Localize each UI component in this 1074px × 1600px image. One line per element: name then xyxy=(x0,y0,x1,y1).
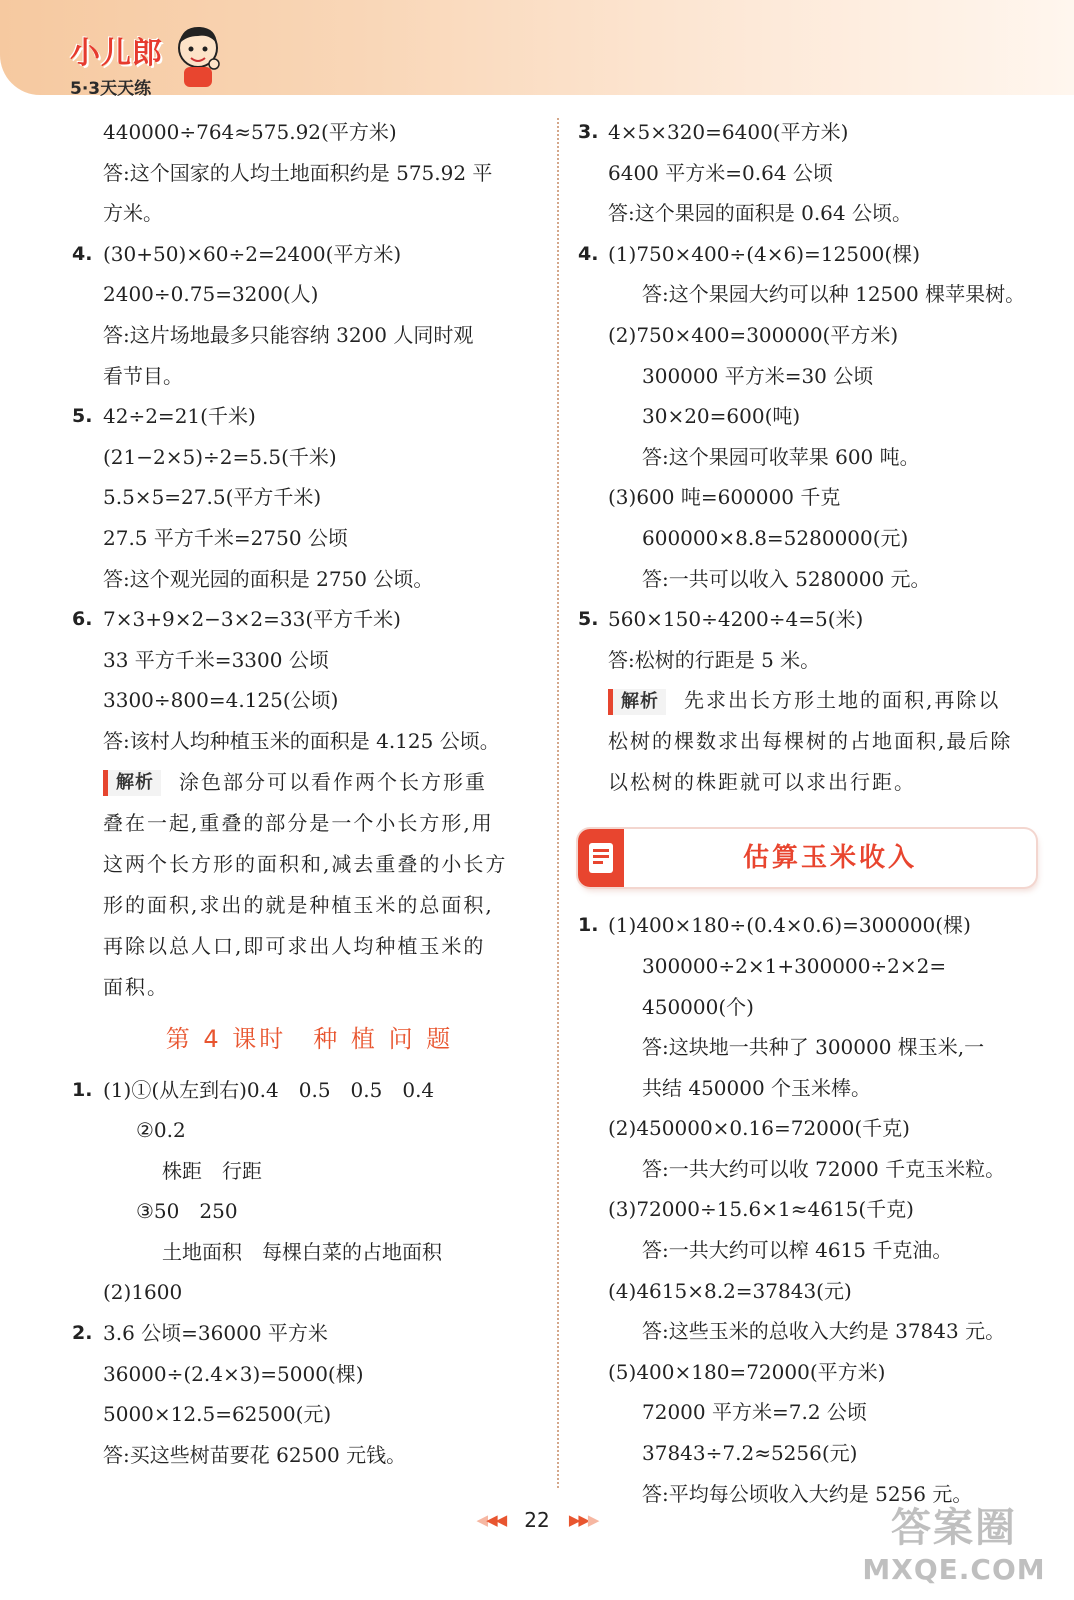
answer-line: 33 平方千米=3300 公顷 xyxy=(103,647,329,672)
brand-title: 小儿郎 xyxy=(70,36,163,71)
analysis-line: 以松树的株距就可以求出行距。 xyxy=(608,770,916,795)
lesson-question-1: 1. (1)①(从左到右)0.4 0.5 0.5 0.4 xyxy=(72,1070,547,1111)
answer-line: 答:这些玉米的总收入大约是 37843 元。 xyxy=(642,1319,1006,1344)
answer-line: 30×20=600(吨) xyxy=(642,404,801,429)
answer-line: (21−2×5)÷2=5.5(千米) xyxy=(103,444,337,469)
answer-line: 72000 平方米=7.2 公顷 xyxy=(642,1400,867,1425)
question-number: 3. xyxy=(578,121,599,143)
answer-line: 方米。 xyxy=(103,201,163,226)
watermark xyxy=(854,1502,1054,1594)
left-column xyxy=(72,112,547,1475)
analysis-line: 再除以总人口,即可求出人均种植玉米的 xyxy=(103,933,486,958)
answer-line: 答:这个观光园的面积是 2750 公顷。 xyxy=(103,566,434,591)
question-3: 3. 4×5×320=6400(平方米) xyxy=(578,112,1048,153)
analysis-line: 叠在一起,重叠的部分是一个小长方形,用 xyxy=(103,810,494,835)
answer-line: (5)400×180=72000(平方米) xyxy=(608,1359,886,1384)
question-5: 5. 560×150÷4200÷4=5(米) xyxy=(578,599,1048,640)
lesson-title: 第 4 课时 种 植 问 题 xyxy=(165,1024,454,1053)
answer-line: 答:松树的行距是 5 米。 xyxy=(608,647,821,672)
question-number: 4. xyxy=(578,242,599,265)
answer-line: 共结 450000 个玉米棒。 xyxy=(642,1075,872,1100)
answer-line: 300000 平方米=30 公顷 xyxy=(642,363,874,388)
question-number: 6. xyxy=(72,608,93,631)
answer-line: 600000×8.8=5280000(元) xyxy=(642,525,909,550)
answer-line: 答:一共大约可以榨 4615 千克油。 xyxy=(642,1238,953,1263)
answer-line: (3)600 吨=600000 千克 xyxy=(608,485,841,510)
answer-line: 答:平均每公顷收入大约是 5256 元。 xyxy=(642,1481,973,1506)
answer-line: 答:这块地一共种了 300000 棵玉米,一 xyxy=(642,1035,985,1060)
analysis-line: 形的面积,求出的就是种植玉米的总面积, xyxy=(103,892,494,917)
answer-line: 6400 平方米=0.64 公顷 xyxy=(608,160,833,185)
banner-question-1: 1. (1)400×180÷(0.4×0.6)=300000(棵) xyxy=(578,905,1048,946)
answer-line: ②0.2 xyxy=(136,1118,186,1143)
answer-line: 3300÷800=4.125(公顷) xyxy=(103,688,339,713)
answer-line: 36000÷(2.4×3)=5000(棵) xyxy=(103,1361,364,1386)
watermark-text: 答案圈 xyxy=(891,1505,1017,1551)
tablet-icon xyxy=(578,829,624,887)
watermark-url: MXQE.COM xyxy=(862,1553,1046,1586)
analysis-line: 这两个长方形的面积和,减去重叠的小长方 xyxy=(103,851,508,876)
banner-title: 估算玉米收入 xyxy=(742,843,917,874)
analysis-tag: 解析 xyxy=(608,689,666,715)
answer-line: (2)1600 xyxy=(103,1280,183,1305)
answer-line: 答:这个国家的人均土地面积约是 575.92 平 xyxy=(103,160,493,185)
mascot-boy-icon xyxy=(170,20,226,90)
analysis-block: 解析 先求出长方形土地的面积,再除以 xyxy=(578,680,1048,721)
analysis-tag: 解析 xyxy=(103,770,161,796)
question-number: 4. xyxy=(72,242,93,265)
lesson-question-2: 2. 3.6 公顷=36000 平方米 xyxy=(72,1313,547,1354)
answer-line: 答:该村人均种植玉米的面积是 4.125 公顷。 xyxy=(103,728,500,753)
question-4: 4. (30+50)×60÷2=2400(平方米) xyxy=(72,234,547,275)
answer-line: 450000(个) xyxy=(642,994,754,1019)
question-number: 1. xyxy=(72,1078,93,1101)
answer-line: 答:这个果园的面积是 0.64 公顷。 xyxy=(608,201,912,226)
answer-line: 答:买这些树苗要花 62500 元钱。 xyxy=(103,1442,407,1467)
answer-line: 土地面积 每棵白菜的占地面积 xyxy=(162,1239,442,1264)
question-number: 1. xyxy=(578,914,599,937)
answer-line: 5.5×5=27.5(平方千米) xyxy=(103,485,322,510)
answer-line: (3)72000÷15.6×1≈4615(千克) xyxy=(608,1197,914,1222)
answer-line: ③50 250 xyxy=(136,1199,238,1224)
question-4: 4. (1)750×400÷(4×6)=12500(棵) xyxy=(578,234,1048,275)
right-column xyxy=(578,112,1048,1514)
answer-line: 答:这片场地最多只能容纳 3200 人同时观 xyxy=(103,322,474,347)
answer-line: 27.5 平方千米=2750 公顷 xyxy=(103,525,348,550)
question-6: 6. 7×3+9×2−3×2=33(平方千米) xyxy=(72,599,547,640)
answer-line: 300000÷2×1+300000÷2×2= xyxy=(642,953,947,978)
answer-line: 440000÷764≈575.92(平方米) xyxy=(103,120,397,144)
answer-line: (4)4615×8.2=37843(元) xyxy=(608,1278,852,1303)
analysis-line: 松树的棵数求出每棵树的占地面积,最后除 xyxy=(608,729,1013,754)
page-number: 22 xyxy=(524,1508,550,1532)
answer-line: 株距 行距 xyxy=(162,1158,262,1183)
answer-line: 37843÷7.2≈5256(元) xyxy=(642,1441,858,1466)
brand-subtitle: 5·3天天练 xyxy=(70,79,152,99)
arrow-left-icon: ◀ xyxy=(476,1511,487,1529)
answer-line: 5000×12.5=62500(元) xyxy=(103,1402,332,1427)
answer-line: 看节目。 xyxy=(103,363,183,388)
answer-line: 答:这个果园大约可以种 12500 棵苹果树。 xyxy=(642,282,1026,307)
column-divider xyxy=(557,118,559,1488)
answer-line: 答:这个果园可收苹果 600 吨。 xyxy=(642,444,920,469)
answer-line: (2)450000×0.16=72000(千克) xyxy=(608,1116,910,1141)
question-number: 5. xyxy=(72,405,93,428)
section-banner xyxy=(578,829,1036,887)
question-5: 5. 42÷2=21(千米) xyxy=(72,396,547,437)
answer-line: (2)750×400=300000(平方米) xyxy=(608,322,899,347)
arrow-right-icon: ▶▶ xyxy=(568,1511,588,1529)
brand-logo xyxy=(70,28,163,99)
question-number: 2. xyxy=(72,1322,93,1345)
analysis-line: 面积。 xyxy=(103,974,169,999)
answer-line: 2400÷0.75=3200(人) xyxy=(103,282,319,307)
question-number: 5. xyxy=(578,608,599,631)
analysis-block: 解析 涂色部分可以看作两个长方形重 xyxy=(72,762,547,803)
answer-line: 答:一共可以收入 5280000 元。 xyxy=(642,566,931,591)
answer-line: 答:一共大约可以收 72000 千克玉米粒。 xyxy=(642,1156,1006,1181)
arrow-left-icon: ◀◀ xyxy=(486,1511,506,1529)
arrow-right-icon: ▶ xyxy=(587,1511,598,1529)
